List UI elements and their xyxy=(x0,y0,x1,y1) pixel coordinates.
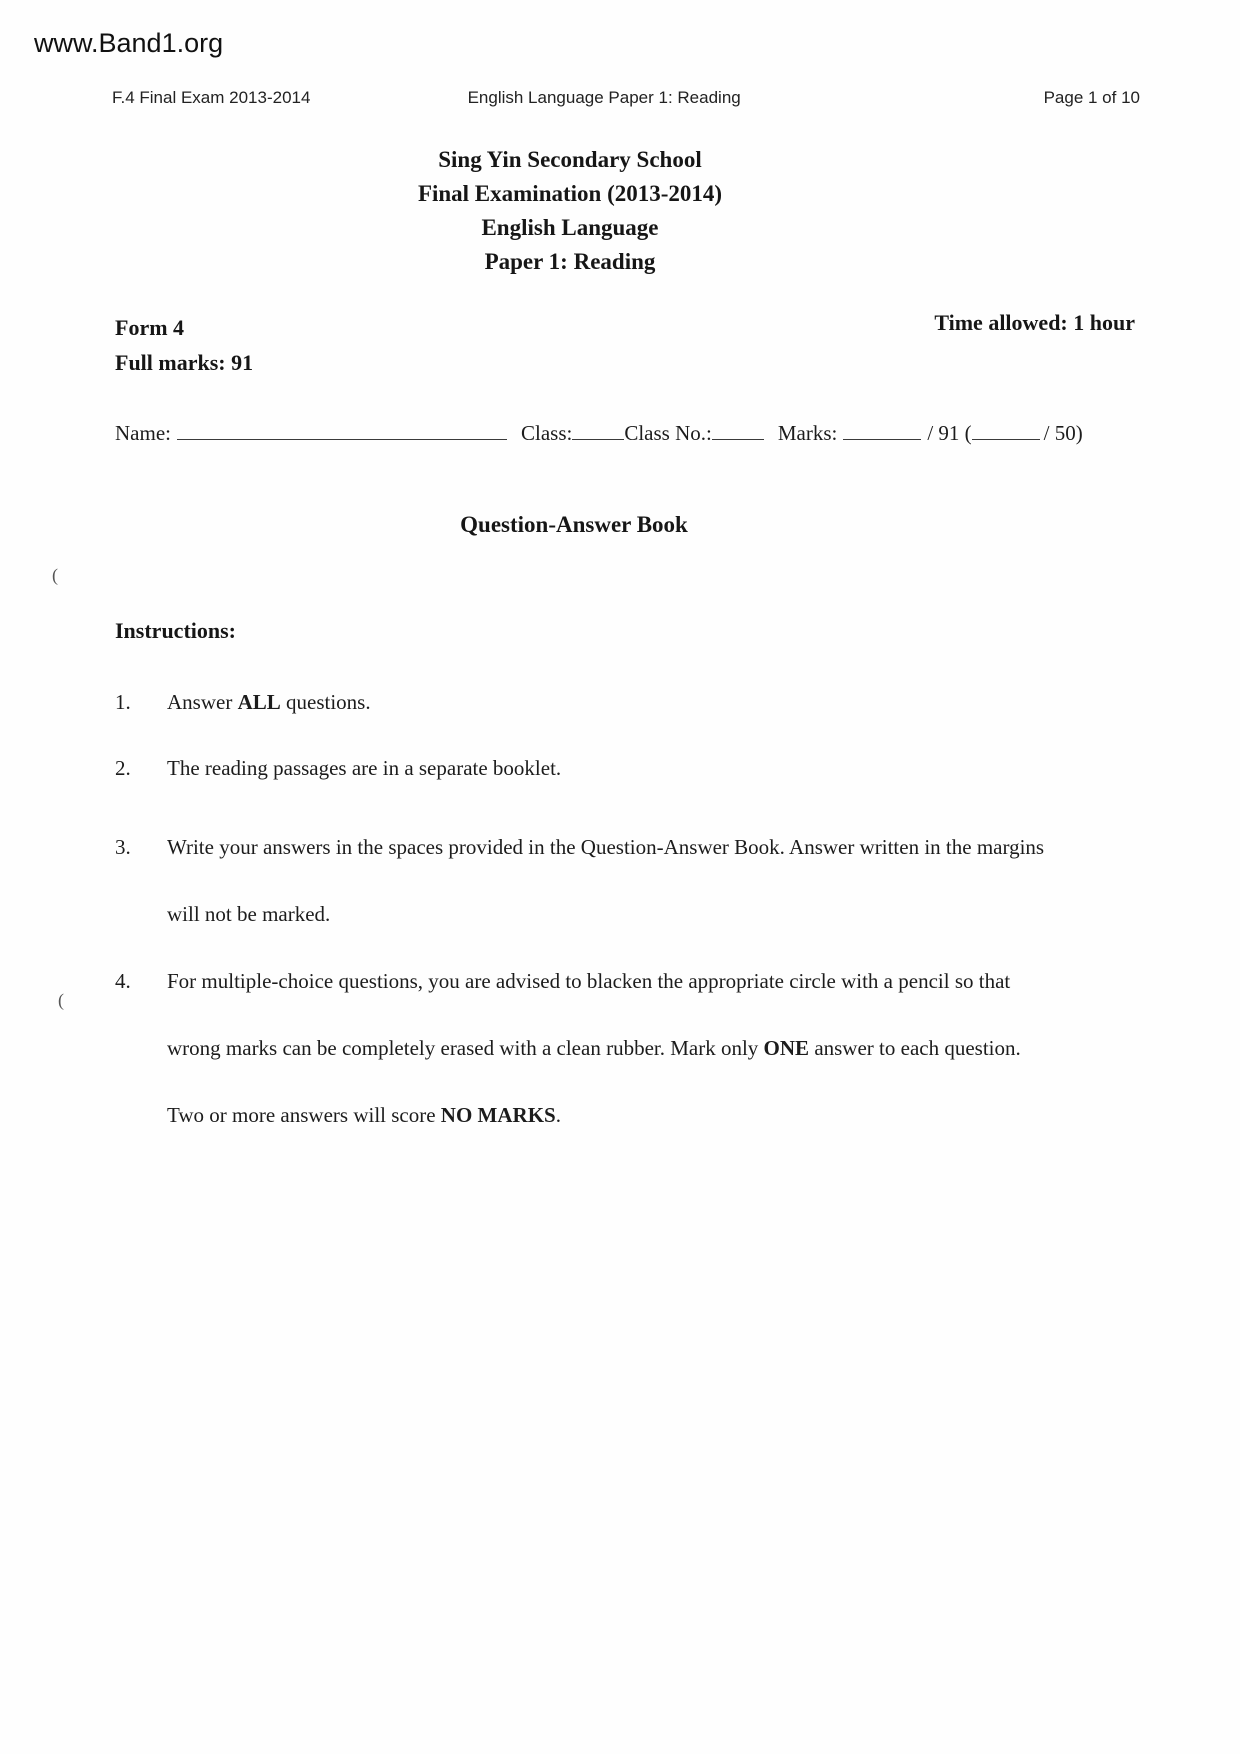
header-paper-title: English Language Paper 1: Reading xyxy=(467,88,741,107)
instruction-item-2 xyxy=(115,748,1045,788)
instruction-text-segment: questions. xyxy=(280,690,371,714)
instruction-number: 2. xyxy=(115,756,131,780)
instructions-section xyxy=(115,618,1045,1149)
instruction-text-segment: . xyxy=(555,1103,561,1127)
instructions-heading: Instructions: xyxy=(115,618,237,643)
class-no-blank-line xyxy=(712,418,764,440)
scan-artifact: ( xyxy=(52,565,58,585)
instruction-number: 3. xyxy=(115,835,131,859)
instruction-text xyxy=(167,814,1045,948)
class-blank-line xyxy=(572,418,624,440)
header-page-number: Page 1 of 10 xyxy=(1043,88,1140,107)
instruction-text-segment: Write your answers in the spaces provided in the Question-Answer Book. Answer written in the margins will not be marked. xyxy=(167,835,1045,926)
page-header xyxy=(112,88,1140,112)
name-label: Name: xyxy=(115,421,171,445)
title-block xyxy=(0,143,1140,279)
instruction-text-segment: For multiple-choice questions, you are advised to blacken the appropriate circle with a pencil so that wrong marks can be completely erased with a clean rubber. Mark only xyxy=(167,969,1011,1060)
instruction-text xyxy=(167,748,1045,788)
form-label: Form 4 xyxy=(115,315,185,340)
instruction-text-segment: The reading passages are in a separate booklet. xyxy=(167,756,562,780)
exam-title: Final Examination (2013-2014) xyxy=(417,181,723,206)
exam-meta xyxy=(115,310,1135,380)
marks-label: Marks: xyxy=(777,421,838,445)
marks-scaled-label: / 50) xyxy=(1043,421,1083,445)
instruction-number: 4. xyxy=(115,969,131,993)
instruction-text-bold-segment: ALL xyxy=(237,690,281,714)
instruction-text xyxy=(167,682,1045,722)
header-exam-name: F.4 Final Exam 2013-2014 xyxy=(112,88,311,107)
scan-artifact: ( xyxy=(58,990,64,1010)
marks-blank-line xyxy=(843,418,921,440)
site-watermark: www.Band1.org xyxy=(34,28,224,58)
full-marks-label: Full marks: 91 xyxy=(115,350,254,375)
question-answer-book-heading: Question-Answer Book xyxy=(460,512,688,537)
name-blank-line xyxy=(177,418,507,440)
instruction-item-1 xyxy=(115,682,1045,722)
instruction-text-segment: answer to each question. Two or more answers will score xyxy=(167,1036,1021,1127)
instruction-text-bold-segment: NO MARKS xyxy=(440,1103,556,1127)
time-allowed-label: Time allowed: 1 hour xyxy=(934,310,1135,335)
scaled-marks-blank-line xyxy=(972,418,1040,440)
instruction-text xyxy=(167,948,1045,1149)
instruction-text-segment: Answer xyxy=(167,690,238,714)
instruction-number: 1. xyxy=(115,690,131,714)
class-no-label: Class No.: xyxy=(624,421,712,445)
candidate-info-row xyxy=(115,418,1150,446)
paper-title: Paper 1: Reading xyxy=(484,249,656,274)
school-name: Sing Yin Secondary School xyxy=(438,147,702,172)
class-label: Class: xyxy=(520,421,573,445)
marks-out-of-label: / 91 ( xyxy=(927,421,972,445)
instruction-text-bold-segment: ONE xyxy=(763,1036,810,1060)
instruction-item-4 xyxy=(115,948,1045,1149)
subject-title: English Language xyxy=(481,215,659,240)
instruction-item-3 xyxy=(115,814,1045,948)
